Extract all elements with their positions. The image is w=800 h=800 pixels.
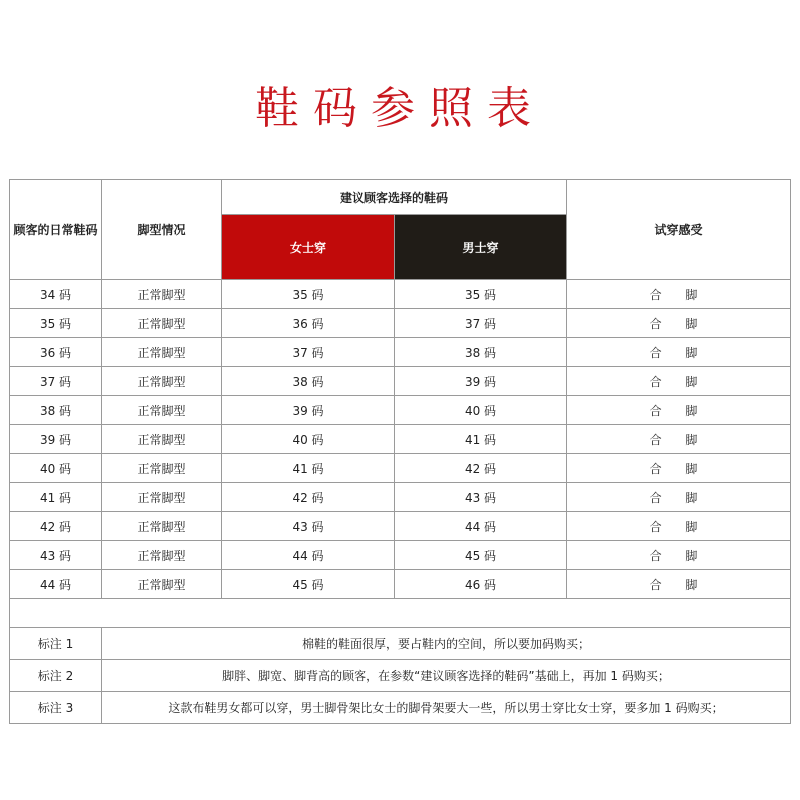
header-women: 女士穿 [222, 215, 395, 280]
daily-size-cell: 39 码 [10, 425, 102, 454]
foot-type-cell: 正常脚型 [102, 512, 222, 541]
daily-size-cell: 34 码 [10, 280, 102, 309]
men-size-cell: 45 码 [395, 541, 567, 570]
foot-type-cell: 正常脚型 [102, 367, 222, 396]
table-row [10, 309, 791, 338]
daily-size-cell: 42 码 [10, 512, 102, 541]
women-size-cell: 42 码 [222, 483, 395, 512]
note-text: 棉鞋的鞋面很厚，要占鞋内的空间，所以要加码购买； [102, 628, 791, 660]
daily-size-cell: 38 码 [10, 396, 102, 425]
women-size-cell: 43 码 [222, 512, 395, 541]
header-foot-type: 脚型情况 [102, 180, 222, 280]
daily-size-cell: 43 码 [10, 541, 102, 570]
daily-size-cell: 36 码 [10, 338, 102, 367]
fit-feel-cell: 合 脚 [567, 338, 791, 367]
men-size-cell: 38 码 [395, 338, 567, 367]
women-size-cell: 38 码 [222, 367, 395, 396]
note-text: 这款布鞋男女都可以穿，男士脚骨架比女士的脚骨架要大一些，所以男士穿比女士穿，要多加 1 码购买； [102, 692, 791, 724]
header-row [10, 180, 791, 215]
table-row [10, 396, 791, 425]
fit-feel-cell: 合 脚 [567, 454, 791, 483]
table-row [10, 338, 791, 367]
table-row [10, 280, 791, 309]
fit-feel-cell: 合 脚 [567, 541, 791, 570]
foot-type-cell: 正常脚型 [102, 541, 222, 570]
note-row [10, 692, 791, 724]
table-row [10, 454, 791, 483]
fit-feel-cell: 合 脚 [567, 280, 791, 309]
table-row [10, 570, 791, 599]
foot-type-cell: 正常脚型 [102, 396, 222, 425]
foot-type-cell: 正常脚型 [102, 425, 222, 454]
note-label: 标注 2 [10, 660, 102, 692]
men-size-cell: 40 码 [395, 396, 567, 425]
foot-type-cell: 正常脚型 [102, 309, 222, 338]
men-size-cell: 46 码 [395, 570, 567, 599]
men-size-cell: 41 码 [395, 425, 567, 454]
spacer-row [10, 599, 791, 628]
fit-feel-cell: 合 脚 [567, 570, 791, 599]
header-daily-size: 顾客的日常鞋码 [10, 180, 102, 280]
daily-size-cell: 41 码 [10, 483, 102, 512]
men-size-cell: 44 码 [395, 512, 567, 541]
table-row [10, 512, 791, 541]
women-size-cell: 35 码 [222, 280, 395, 309]
note-label: 标注 1 [10, 628, 102, 660]
note-row [10, 660, 791, 692]
women-size-cell: 39 码 [222, 396, 395, 425]
note-row [10, 628, 791, 660]
men-size-cell: 35 码 [395, 280, 567, 309]
size-chart-table [9, 179, 791, 724]
men-size-cell: 42 码 [395, 454, 567, 483]
fit-feel-cell: 合 脚 [567, 309, 791, 338]
women-size-cell: 37 码 [222, 338, 395, 367]
header-fit-feel: 试穿感受 [567, 180, 791, 280]
table-row [10, 483, 791, 512]
note-label: 标注 3 [10, 692, 102, 724]
header-suggested-size: 建议顾客选择的鞋码 [222, 180, 567, 215]
men-size-cell: 37 码 [395, 309, 567, 338]
size-chart-body [10, 180, 791, 724]
daily-size-cell: 37 码 [10, 367, 102, 396]
men-size-cell: 43 码 [395, 483, 567, 512]
women-size-cell: 40 码 [222, 425, 395, 454]
foot-type-cell: 正常脚型 [102, 483, 222, 512]
women-size-cell: 41 码 [222, 454, 395, 483]
table-row [10, 367, 791, 396]
fit-feel-cell: 合 脚 [567, 512, 791, 541]
men-size-cell: 39 码 [395, 367, 567, 396]
daily-size-cell: 35 码 [10, 309, 102, 338]
fit-feel-cell: 合 脚 [567, 367, 791, 396]
foot-type-cell: 正常脚型 [102, 570, 222, 599]
women-size-cell: 44 码 [222, 541, 395, 570]
daily-size-cell: 44 码 [10, 570, 102, 599]
women-size-cell: 45 码 [222, 570, 395, 599]
page-title: 鞋码参照表 [255, 83, 545, 134]
header-men: 男士穿 [395, 215, 567, 280]
fit-feel-cell: 合 脚 [567, 396, 791, 425]
women-size-cell: 36 码 [222, 309, 395, 338]
table-row [10, 541, 791, 570]
foot-type-cell: 正常脚型 [102, 454, 222, 483]
fit-feel-cell: 合 脚 [567, 483, 791, 512]
foot-type-cell: 正常脚型 [102, 338, 222, 367]
fit-feel-cell: 合 脚 [567, 425, 791, 454]
note-text: 脚胖、脚宽、脚背高的顾客，在参数“建议顾客选择的鞋码”基础上，再加 1 码购买； [102, 660, 791, 692]
foot-type-cell: 正常脚型 [102, 280, 222, 309]
table-row [10, 425, 791, 454]
daily-size-cell: 40 码 [10, 454, 102, 483]
spacer-cell [10, 599, 791, 628]
